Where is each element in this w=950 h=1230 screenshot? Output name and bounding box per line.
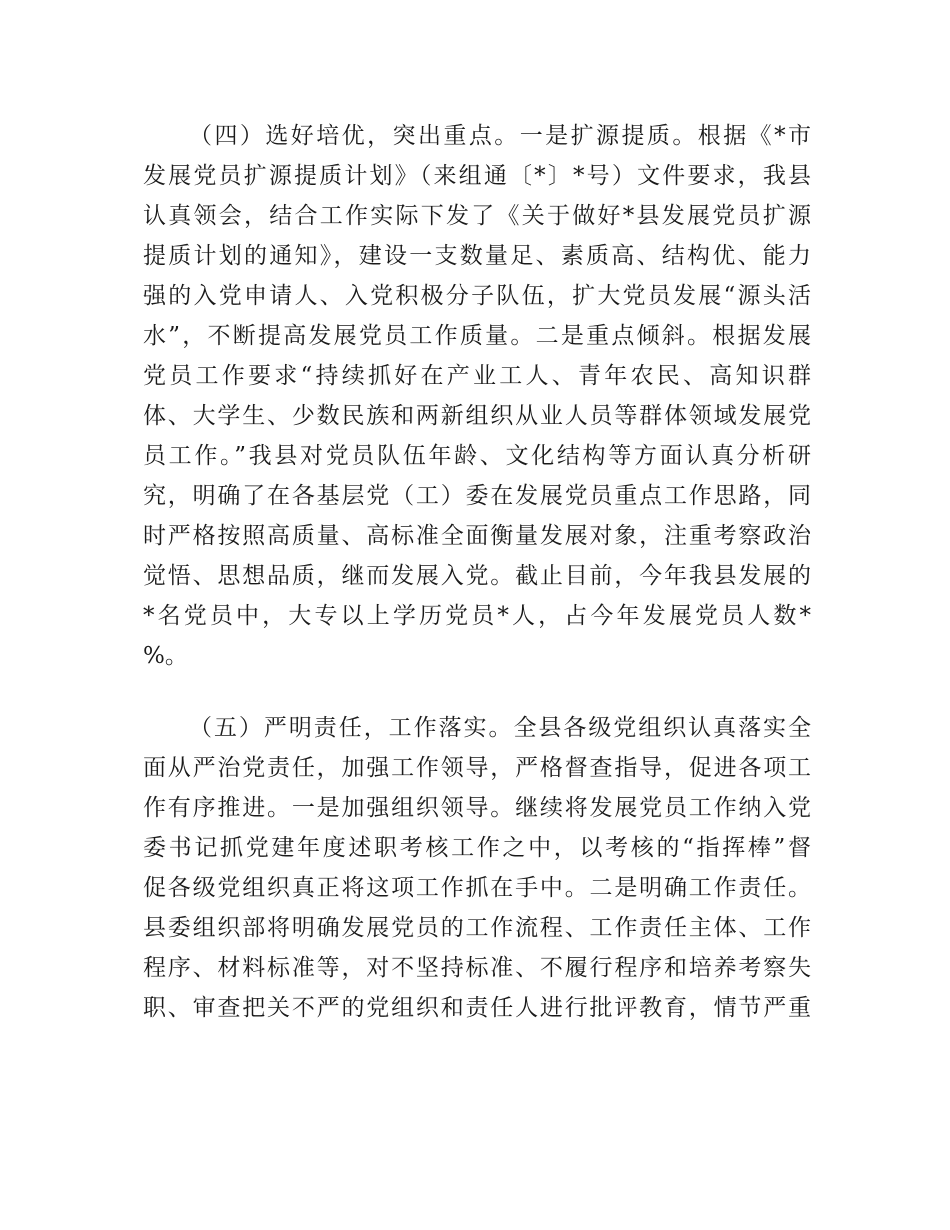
text-line: 程序、材料标准等，对不坚持标准、不履行程序和培养考察失	[143, 955, 811, 981]
text-line: 面从严治党责任，加强工作领导，严格督查指导，促进各项工	[143, 755, 811, 781]
text-line: （四）选好培优，突出重点。一是扩源提质。根据《*市	[189, 123, 811, 149]
text-line: 认真领会，结合工作实际下发了《关于做好*县发展党员扩源	[143, 203, 811, 229]
text-line: 觉悟、思想品质，继而发展入党。截止目前，今年我县发展的	[143, 563, 811, 589]
text-line: *名党员中，大专以上学历党员*人，占今年发展党员人数*	[143, 603, 811, 629]
text-line: 体、大学生、少数民族和两新组织从业人员等群体领域发展党	[143, 403, 811, 429]
text-line: （五）严明责任，工作落实。全县各级党组织认真落实全	[189, 715, 811, 741]
text-line: 提质计划的通知》，建设一支数量足、素质高、结构优、能力	[143, 243, 811, 269]
paragraph-spacer	[143, 676, 811, 708]
paragraph-section-4	[143, 116, 811, 676]
text-line: 县委组织部将明确发展党员的工作流程、工作责任主体、工作	[143, 915, 811, 941]
text-line: 作有序推进。一是加强组织领导。继续将发展党员工作纳入党	[143, 795, 811, 821]
text-line: 强的入党申请人、入党积极分子队伍，扩大党员发展“源头活	[143, 283, 811, 309]
text-line: 时严格按照高质量、高标准全面衡量发展对象，注重考察政治	[143, 523, 811, 549]
text-line: 职、审查把关不严的党组织和责任人进行批评教育，情节严重	[143, 995, 811, 1021]
text-line: 员工作。”我县对党员队伍年龄、文化结构等方面认真分析研	[143, 443, 811, 469]
text-line: 促各级党组织真正将这项工作抓在手中。二是明确工作责任。	[143, 875, 811, 901]
text-line: 党员工作要求“持续抓好在产业工人、青年农民、高知识群	[143, 363, 811, 389]
text-line: %。	[143, 643, 188, 669]
paragraph-section-5	[143, 708, 811, 1028]
text-line: 究，明确了在各基层党（工）委在发展党员重点工作思路，同	[143, 483, 811, 509]
document-body	[143, 116, 811, 1028]
text-line: 委书记抓党建年度述职考核工作之中，以考核的“指挥棒”督	[143, 835, 811, 861]
text-line: 水”，不断提高发展党员工作质量。二是重点倾斜。根据发展	[143, 323, 811, 349]
text-line: 发展党员扩源提质计划》（来组通〔*〕*号）文件要求，我县	[143, 163, 811, 189]
